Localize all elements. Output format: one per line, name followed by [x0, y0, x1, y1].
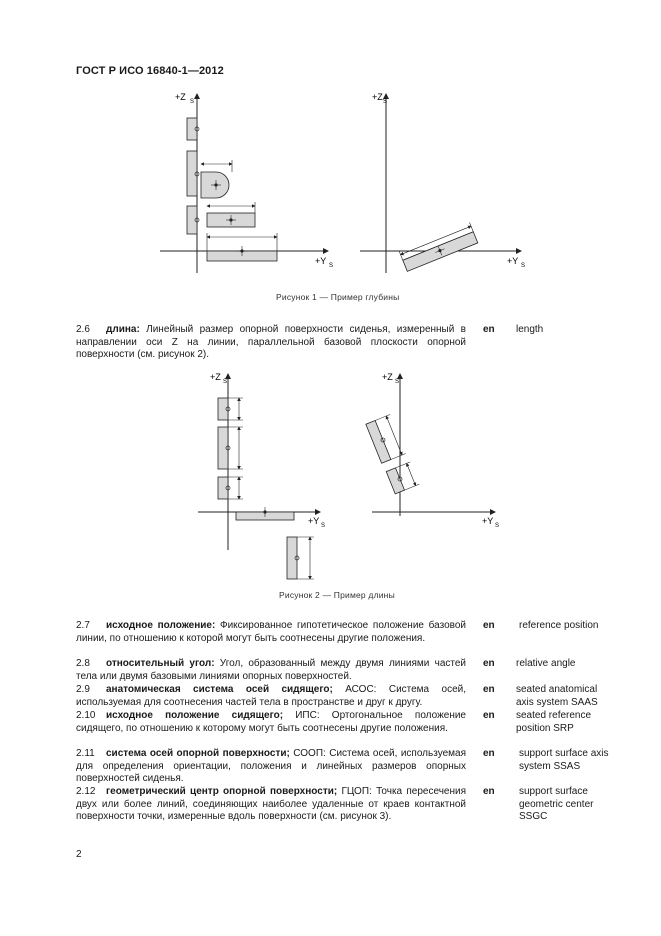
lang-en-2-12: en — [483, 786, 495, 797]
fig1-right-y-label: +Y — [507, 256, 519, 266]
term-2-10: seated reference position SRP — [516, 710, 592, 734]
term-2-11: support surface axis system SSAS — [519, 748, 609, 772]
lang-en-2-8: en — [483, 658, 495, 669]
fig1-right-y-sub: S — [521, 263, 526, 269]
fig1-tilted-seat — [399, 222, 478, 271]
fig2-back-mid — [218, 427, 228, 469]
lang-en-2-9: en — [483, 684, 495, 695]
fig1-left-y-label: +Y — [315, 256, 327, 266]
term-2-9: seated anatomical axis system SAAS — [516, 684, 598, 708]
fig1-right-z-sub: S — [383, 99, 388, 105]
fig1-left-z-sub: S — [190, 99, 195, 105]
definition-2-11: 2.11 система осей опорной поверхности; СООП: Система осей, используемая для определения ориентации, положения и линейных размеров опорных поверхностей сиденья. — [76, 748, 467, 785]
fig2-left-z-label: +Z — [210, 372, 221, 382]
fig2-right-y-sub: S — [495, 523, 500, 529]
lang-en-2-11: en — [483, 748, 495, 759]
fig2-footrest — [287, 537, 297, 579]
fig2-right-y-label: +Y — [482, 516, 494, 526]
document-header: ГОСТ Р ИСО 16840-1—2012 — [76, 65, 224, 77]
fig2-back-top — [218, 398, 228, 420]
lang-en-2-10: en — [483, 710, 495, 721]
fig1-backrest-low — [187, 206, 197, 234]
definition-2-6: 2.6 длина: Линейный размер опорной поверхности сиденья, измеренный в направлении оси Z на линии, параллельной базовой плоскости опорной поверхности (см. рисунок 2). — [76, 324, 466, 361]
figure-1-depth-diagram — [150, 88, 540, 273]
figure-2-caption: Рисунок 2 — Пример длины — [279, 590, 395, 600]
fig2-left-z-sub: S — [223, 379, 228, 385]
term-2-8: relative angle — [516, 658, 576, 669]
fig2-right-z-label: +Z — [382, 372, 393, 382]
fig1-backrest-mid — [187, 151, 197, 196]
definition-2-9: 2.9 анатомическая система осей сидящего; АСОС: Система осей, используемая для соотнесения частей тела в пространстве и друг к другу. — [76, 684, 466, 708]
fig1-left-y-sub: S — [329, 263, 334, 269]
definition-2-10: 2.10 исходное положение сидящего; ИПС: Ортогональное положение сидящего, по отношению к которому могут быть соотнесены другие положения. — [76, 710, 466, 734]
term-2-7: reference position — [519, 620, 599, 631]
figure-1-caption: Рисунок 1 — Пример глубины — [276, 292, 400, 302]
lang-en-2-6: en — [483, 324, 495, 335]
fig2-back-low — [218, 477, 228, 499]
fig2-tilted-back-lower — [386, 462, 419, 494]
term-2-12: support surface geometric center SSGC — [519, 786, 594, 823]
definition-2-8: 2.8 относительный угол: Угол, образованный между двумя линиями частей тела или двумя базовыми линиями опорных поверхностей. — [76, 658, 466, 682]
fig2-left-y-label: +Y — [308, 516, 320, 526]
fig2-right-z-sub: S — [395, 379, 400, 385]
page-number: 2 — [76, 849, 82, 860]
term-2-6: length — [516, 324, 544, 335]
lang-en-2-7: en — [483, 620, 495, 631]
figure-2-length-diagram — [190, 368, 510, 583]
fig2-left-y-sub: S — [321, 523, 326, 529]
fig1-backrest-top — [187, 118, 197, 140]
definition-2-7: 2.7 исходное положение: Фиксированное гипотетическое положение базовой линии, по отношению к которой могут быть соотнесены другие положения. — [76, 620, 466, 644]
fig1-left-z-label: +Z — [175, 92, 186, 102]
fig1-right-z-label: +Z — [372, 92, 383, 102]
definition-2-12: 2.12 геометрический центр опорной поверхности; ГЦОП: Точка пересечения двух или более линий, соединяющих наиболее удаленные от краев контактной поверхности точки, измеренные вдоль поверхности (см. рисунок 3). — [76, 786, 466, 823]
